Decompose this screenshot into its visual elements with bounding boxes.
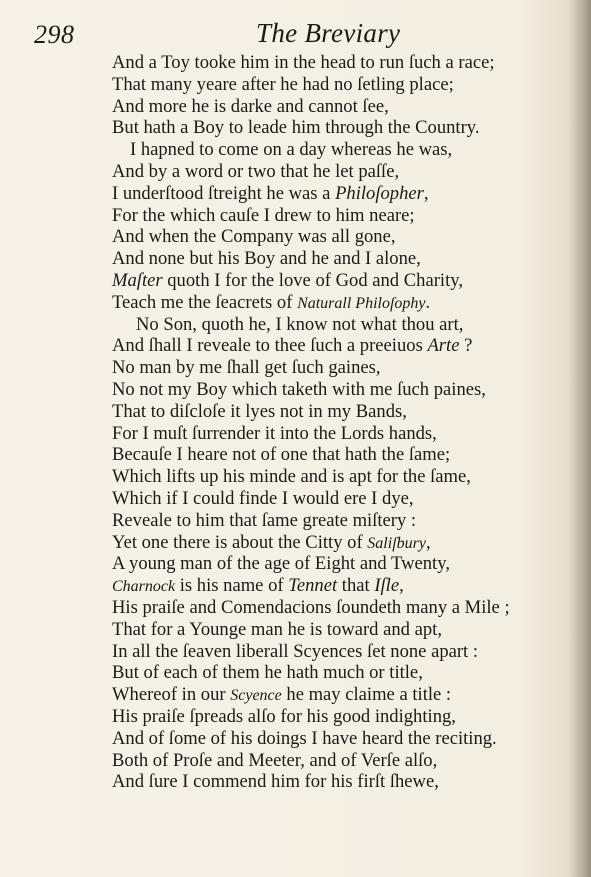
verse-line: And when the Company was all gone, [112, 226, 396, 248]
verse-line: And ſhall I reveale to thee ſuch a preeiuos Arte ? [112, 335, 473, 357]
verse-line: Teach me the ſeacrets of Naturall Philoſophy. [112, 291, 431, 313]
italic-term: Scyence [230, 687, 282, 705]
verse-line: But hath a Boy to leade him through the Country. [112, 117, 480, 139]
italic-term: Naturall Philoſophy [297, 294, 426, 312]
verse-line: Becauſe I heare not of one that hath the ſame; [112, 444, 451, 466]
italic-term: Iſle [374, 575, 400, 597]
verse-line: A young man of the age of Eight and Twenty, [112, 553, 450, 575]
verse-line: That for a Younge man he is toward and apt, [112, 618, 442, 640]
running-title: The Breviary [256, 18, 401, 48]
verse-line: And more he is darke and cannot ſee, [112, 95, 389, 117]
italic-term: Maſter [112, 269, 163, 291]
verse-line: Charnock is his name of Tennet that Iſle, [112, 575, 404, 597]
verse-line: And of ſome of his doings I have heard the reciting. [112, 727, 497, 749]
verse-line: Both of Proſe and Meeter, and of Verſe alſo, [112, 749, 438, 771]
italic-term: Philoſopher [335, 182, 424, 204]
verse-line: And none but his Boy and he and I alone, [112, 248, 421, 270]
verse-line: For the which cauſe I drew to him neare; [112, 204, 415, 226]
verse-line: I underſtood ſtreight he was a Philoſopher, [112, 182, 429, 204]
verse-line: But of each of them he hath much or title, [112, 662, 423, 684]
verse-line: That to diſcloſe it lyes not in my Bands, [112, 400, 407, 422]
verse-line: Yet one there is about the Citty of Saliſbury, [112, 531, 431, 553]
italic-term: Saliſbury [367, 534, 426, 552]
verse-line: Whereof in our Scyence he may claime a title : [112, 684, 452, 706]
verse-line: And ſure I commend him for his firſt ſhewe, [112, 771, 439, 793]
verse-line: And by a word or two that he let paſſe, [112, 160, 400, 182]
verse-line: Which lifts up his minde and is apt for the ſame, [112, 466, 471, 488]
italic-term: Tennet [288, 575, 338, 597]
verse-line: No man by me ſhall get ſuch gaines, [112, 357, 381, 379]
verse-line: For I muſt ſurrender it into the Lords hands, [112, 422, 437, 444]
verse-line: His praiſe ſpreads alſo for his good indighting, [112, 705, 456, 727]
verse-line: And a Toy tooke him in the head to run ſuch a race; [112, 52, 495, 73]
verse-line: Reveale to him that ſame greate miſtery : [112, 509, 417, 531]
verse-line: His praiſe and Comendacions ſoundeth many a Mile ; [112, 596, 510, 618]
verse-line: That many yeare after he had no ſetling place; [112, 73, 454, 95]
italic-term: Arte [427, 335, 460, 357]
page-number: 298 [34, 20, 75, 49]
verse-line: I hapned to come on a day whereas he was, [130, 139, 453, 161]
page-header [0, 12, 591, 52]
verse-line: Maſter quoth I for the love of God and Charity, [112, 269, 463, 291]
verse-line: In all the ſeaven liberall Scyences ſet none apart : [112, 640, 479, 662]
verse-line: No Son, quoth he, I know not what thou art, [136, 313, 464, 335]
verse-line: No not my Boy which taketh with me ſuch paines, [112, 378, 486, 400]
verse-text [112, 52, 582, 793]
verse-line: Which if I could finde I would ere I dye, [112, 487, 414, 509]
italic-term: Charnock [112, 578, 176, 596]
